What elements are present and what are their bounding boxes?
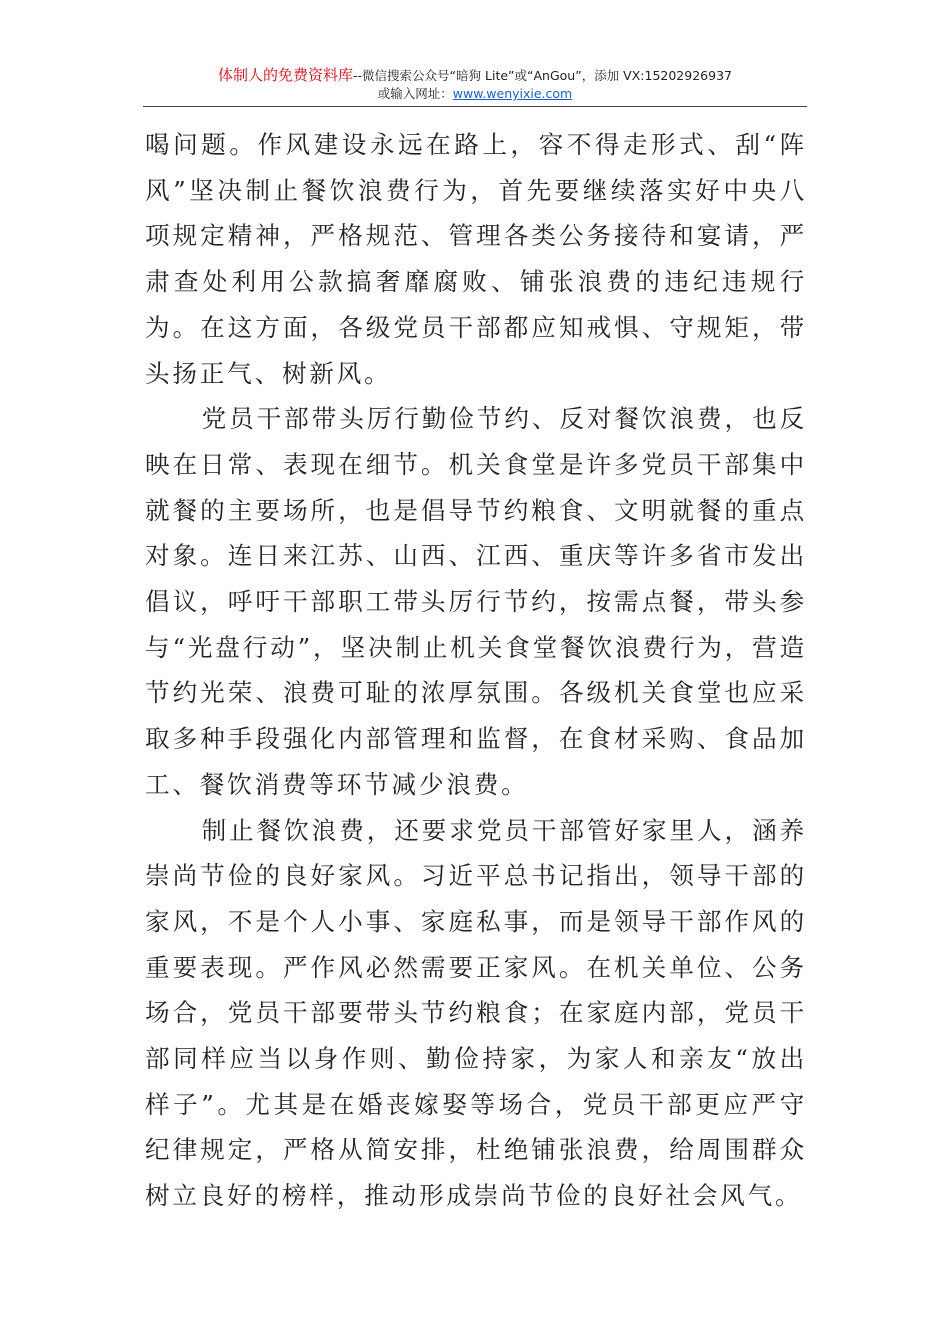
- header-divider: [143, 106, 807, 107]
- page-header: [143, 66, 807, 103]
- paragraph-1: 喝问题。作风建设永远在路上，容不得走形式、刮“阵风”坚决制止餐饮浪费行为，首先要继续落实好中央八项规定精神，严格规范、管理各类公务接待和宴请，严肃查处利用公款搞奢靡腐败、铺张浪费的违纪违规行为。在这方面，各级党员干部都应知戒惧、守规矩，带头扬正气、树新风。: [145, 130, 807, 388]
- header-url-link[interactable]: www.wenyixie.com: [452, 86, 573, 101]
- header-line-1: [143, 66, 807, 85]
- header-brand: 体制人的免费资料库: [218, 66, 354, 84]
- document-body: [145, 122, 807, 1219]
- header-info: --微信搜索公众号“暗狗 Lite”或“AnGou”，添加 VX:15202926937: [353, 68, 732, 83]
- paragraph-3: 制止餐饮浪费，还要求党员干部管好家里人，涵养崇尚节俭的良好家风。习近平总书记指出，领导干部的家风，不是个人小事、家庭私事，而是领导干部作风的重要表现。严作风必然需要正家风。在机关单位、公务场合，党员干部要带头节约粮食；在家庭内部，党员干部同样应当以身作则、勤俭持家，为家人和亲友“放出样子”。尤其是在婚丧嫁娶等场合，党员干部更应严守纪律规定，严格从简安排，杜绝铺张浪费，给周围群众树立良好的榜样，推动形成崇尚节俭的良好社会风气。: [145, 815, 807, 1211]
- header-url-prefix: 或输入网址：: [377, 86, 453, 101]
- header-line-2: [143, 85, 807, 103]
- paragraph-2: 党员干部带头厉行勤俭节约、反对餐饮浪费，也反映在日常、表现在细节。机关食堂是许多党员干部集中就餐的主要场所，也是倡导节约粮食、文明就餐的重点对象。连日来江苏、山西、江西、重庆等许多省市发出倡议，呼吁干部职工带头厉行节约，按需点餐，带头参与“光盘行动”，坚决制止机关食堂餐饮浪费行为，营造节约光荣、浪费可耻的浓厚氛围。各级机关食堂也应采取多种手段强化内部管理和监督，在食材采购、食品加工、餐饮消费等环节减少浪费。: [145, 404, 807, 799]
